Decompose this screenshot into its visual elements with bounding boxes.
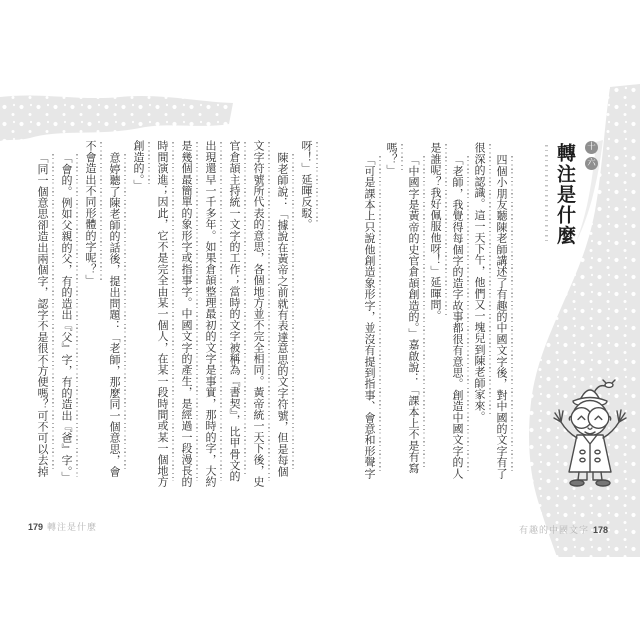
column-text: 「同一個意思卻造出兩個字，認字不是很不方便嗎？可不可以去掉: [36, 152, 49, 477]
column-text: 「中國字是黃帝的史官倉頡創造的。」嘉啟說：「課本上不是有寫: [407, 154, 420, 474]
column-text: 時間演進；因此，它不是完全由某一個人，在某一段時間或某一個地方: [156, 140, 169, 488]
text-column: [301, 140, 312, 230]
column-text: 陳老師說：「據說在黃帝之前就有表達意思的文字符號，但是每個: [276, 152, 289, 477]
text-column: [37, 140, 48, 477]
text-column: [61, 140, 72, 483]
text-column: [181, 140, 192, 487]
column-text: 官倉頡主持統一文字的工作；當時的文字被稱為『書契』，比甲骨文的: [228, 140, 241, 482]
column-text: 很深的認識。這一天下午，他們又一塊兒到陳老師家來。: [473, 142, 486, 422]
column-text: 文字符號所代表的意思，各個地方並不完全相同。黃帝統一天下後，史: [252, 140, 265, 488]
column-text: 創造的。」: [132, 140, 145, 191]
column-text: 是幾個最簡單的象形字或指事字。中國文字的產生，是經過一段漫長的: [180, 140, 193, 488]
chapter-title: 轉注是什麼: [552, 143, 579, 246]
text-column: [229, 140, 240, 482]
text-column: [205, 140, 216, 487]
column-text: 「會的。例如父親的父，有的造出『父』字，有的造出『爸』字。」: [60, 152, 73, 483]
column-text: 四個小朋友聽陳老師講述了有趣的中國文字後，對中國的文字有了: [495, 154, 508, 479]
book-title-label: 有趣的中國文字: [518, 526, 589, 536]
text-column: [133, 140, 144, 191]
text-column: [157, 140, 168, 487]
column-text: 呀！」延暉反駁。: [300, 140, 313, 230]
column-text: 「可是課本上只說他創造象形字，並沒有提到指事、會意和形聲字: [363, 154, 376, 479]
column-text: 意婷聽了陳老師的話後，提出問題：「老師，那麼同一個意思，會: [108, 152, 121, 477]
text-column: [277, 140, 288, 477]
chapter-number-circle: 六: [585, 157, 598, 170]
chapter-title-label: 轉注是什麼: [47, 523, 98, 533]
left-page-text: [37, 140, 312, 498]
text-column: [85, 140, 96, 286]
page-number: 179: [28, 522, 44, 532]
column-text: 出現還早一千多年。如果倉頡整理最初的文字是事實，那時的字，大約: [204, 140, 217, 488]
text-column: [109, 140, 120, 477]
column-text: 是誰呢？我好佩服他呀！」延暉問。: [429, 142, 442, 322]
column-text: 「老師，我覺得每個字的造字故事都很有意思。創造中國文字的人: [451, 154, 464, 479]
chapter-number-circle: 十: [585, 141, 598, 154]
text-column: [253, 140, 264, 487]
left-page-footer: [28, 520, 101, 533]
column-text: 不會造出不同形體的字呢？」: [84, 140, 97, 286]
page-number: 178: [592, 525, 608, 535]
column-text: 嗎？」: [385, 142, 398, 176]
